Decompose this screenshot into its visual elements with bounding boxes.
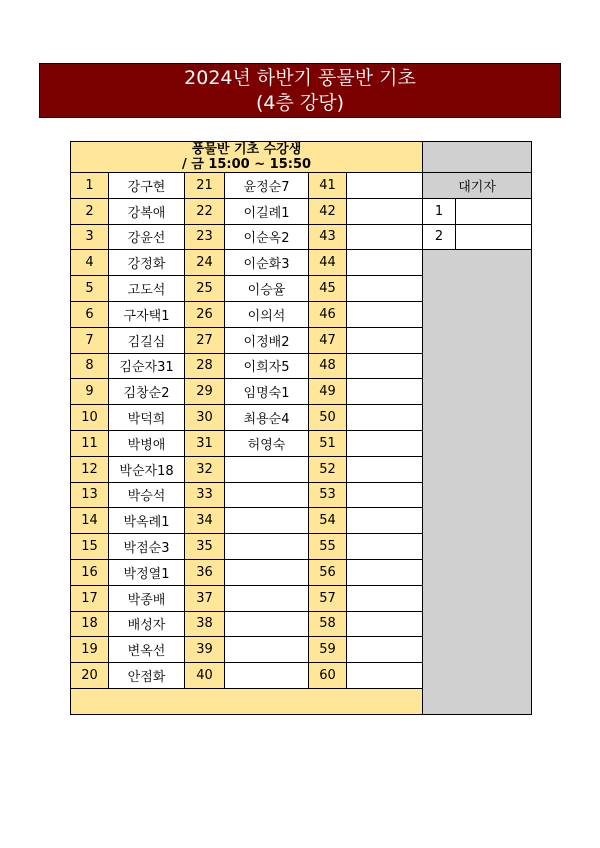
seat-number: 40 bbox=[185, 663, 225, 689]
seat-number: 13 bbox=[71, 482, 109, 508]
seat-number: 43 bbox=[309, 224, 347, 250]
table-header-schedule: / 금 15:00 ~ 15:50 bbox=[181, 157, 312, 172]
student-name bbox=[225, 534, 309, 560]
table-row bbox=[71, 250, 532, 276]
table-header-row bbox=[71, 142, 532, 173]
student-name: 고도석 bbox=[109, 276, 185, 302]
seat-number: 35 bbox=[185, 534, 225, 560]
table-row bbox=[71, 224, 532, 250]
seat-number: 24 bbox=[185, 250, 225, 276]
seat-number: 29 bbox=[185, 379, 225, 405]
seat-number: 15 bbox=[71, 534, 109, 560]
student-name bbox=[347, 224, 423, 250]
student-name: 이길례1 bbox=[225, 198, 309, 224]
seat-number: 49 bbox=[309, 379, 347, 405]
seat-number: 27 bbox=[185, 327, 225, 353]
waitlist-name bbox=[456, 224, 532, 250]
student-name bbox=[225, 611, 309, 637]
student-name: 박덕희 bbox=[109, 405, 185, 431]
seat-number: 14 bbox=[71, 508, 109, 534]
student-name bbox=[347, 301, 423, 327]
seat-number: 57 bbox=[309, 585, 347, 611]
page-title: 2024년 하반기 풍물반 기초 bbox=[184, 67, 416, 89]
student-name: 임명숙1 bbox=[225, 379, 309, 405]
seat-number: 51 bbox=[309, 430, 347, 456]
student-name: 김창순2 bbox=[109, 379, 185, 405]
student-name: 김순자31 bbox=[109, 353, 185, 379]
student-name: 강윤선 bbox=[109, 224, 185, 250]
student-name: 윤정순7 bbox=[225, 173, 309, 199]
seat-number: 45 bbox=[309, 276, 347, 302]
seat-number: 37 bbox=[185, 585, 225, 611]
seat-number: 3 bbox=[71, 224, 109, 250]
seat-number: 19 bbox=[71, 637, 109, 663]
seat-number: 58 bbox=[309, 611, 347, 637]
student-name bbox=[347, 611, 423, 637]
student-name: 이의석 bbox=[225, 301, 309, 327]
student-name: 구자택1 bbox=[109, 301, 185, 327]
student-name: 박승석 bbox=[109, 482, 185, 508]
student-roster-table bbox=[70, 141, 532, 715]
student-name bbox=[347, 534, 423, 560]
student-name: 박순자18 bbox=[109, 456, 185, 482]
seat-number: 5 bbox=[71, 276, 109, 302]
seat-number: 21 bbox=[185, 173, 225, 199]
seat-number: 1 bbox=[71, 173, 109, 199]
waitlist-number: 2 bbox=[423, 224, 456, 250]
student-name bbox=[347, 585, 423, 611]
student-name: 박옥례1 bbox=[109, 508, 185, 534]
seat-number: 52 bbox=[309, 456, 347, 482]
student-name bbox=[347, 198, 423, 224]
seat-number: 10 bbox=[71, 405, 109, 431]
waitlist-number: 1 bbox=[423, 198, 456, 224]
student-name bbox=[347, 327, 423, 353]
seat-number: 48 bbox=[309, 353, 347, 379]
seat-number: 44 bbox=[309, 250, 347, 276]
student-name: 강정화 bbox=[109, 250, 185, 276]
student-name: 박병애 bbox=[109, 430, 185, 456]
seat-number: 23 bbox=[185, 224, 225, 250]
seat-number: 41 bbox=[309, 173, 347, 199]
student-name: 강구현 bbox=[109, 173, 185, 199]
student-name bbox=[225, 663, 309, 689]
waitlist-top-blank bbox=[423, 142, 532, 173]
seat-number: 53 bbox=[309, 482, 347, 508]
student-name: 안점화 bbox=[109, 663, 185, 689]
seat-number: 38 bbox=[185, 611, 225, 637]
seat-number: 4 bbox=[71, 250, 109, 276]
seat-number: 39 bbox=[185, 637, 225, 663]
seat-number: 8 bbox=[71, 353, 109, 379]
student-name: 변옥선 bbox=[109, 637, 185, 663]
seat-number: 25 bbox=[185, 276, 225, 302]
seat-number: 16 bbox=[71, 559, 109, 585]
seat-number: 9 bbox=[71, 379, 109, 405]
student-name bbox=[225, 559, 309, 585]
seat-number: 31 bbox=[185, 430, 225, 456]
student-name: 이승율 bbox=[225, 276, 309, 302]
seat-number: 55 bbox=[309, 534, 347, 560]
page-subtitle-location: (4층 강당) bbox=[255, 92, 344, 114]
waitlist-blank-area bbox=[423, 250, 532, 714]
seat-number: 2 bbox=[71, 198, 109, 224]
seat-number: 42 bbox=[309, 198, 347, 224]
waitlist-name bbox=[456, 198, 532, 224]
student-name bbox=[347, 508, 423, 534]
student-name bbox=[347, 173, 423, 199]
seat-number: 7 bbox=[71, 327, 109, 353]
student-name bbox=[347, 353, 423, 379]
seat-number: 47 bbox=[309, 327, 347, 353]
seat-number: 59 bbox=[309, 637, 347, 663]
student-name bbox=[347, 379, 423, 405]
student-name bbox=[347, 663, 423, 689]
student-name: 이희자5 bbox=[225, 353, 309, 379]
seat-number: 18 bbox=[71, 611, 109, 637]
student-name: 김길심 bbox=[109, 327, 185, 353]
seat-number: 6 bbox=[71, 301, 109, 327]
seat-number: 30 bbox=[185, 405, 225, 431]
student-name: 배성자 bbox=[109, 611, 185, 637]
student-name bbox=[347, 456, 423, 482]
seat-number: 26 bbox=[185, 301, 225, 327]
student-name bbox=[347, 482, 423, 508]
seat-number: 36 bbox=[185, 559, 225, 585]
seat-number: 20 bbox=[71, 663, 109, 689]
student-name bbox=[347, 637, 423, 663]
student-name bbox=[225, 508, 309, 534]
student-name bbox=[347, 250, 423, 276]
seat-number: 12 bbox=[71, 456, 109, 482]
table-header bbox=[71, 142, 423, 173]
seat-number: 28 bbox=[185, 353, 225, 379]
table-header-title: 풍물반 기초 수강생 bbox=[191, 142, 302, 157]
seat-number: 46 bbox=[309, 301, 347, 327]
table-row bbox=[71, 198, 532, 224]
student-name: 강복애 bbox=[109, 198, 185, 224]
waitlist-header: 대기자 bbox=[423, 173, 532, 199]
student-name bbox=[347, 405, 423, 431]
student-name bbox=[347, 276, 423, 302]
table-footer bbox=[71, 688, 423, 714]
student-name: 최용순4 bbox=[225, 405, 309, 431]
seat-number: 22 bbox=[185, 198, 225, 224]
student-name: 박종배 bbox=[109, 585, 185, 611]
student-name: 이순화3 bbox=[225, 250, 309, 276]
seat-number: 56 bbox=[309, 559, 347, 585]
student-name bbox=[347, 559, 423, 585]
student-name bbox=[347, 430, 423, 456]
seat-number: 17 bbox=[71, 585, 109, 611]
student-name: 이정배2 bbox=[225, 327, 309, 353]
seat-number: 32 bbox=[185, 456, 225, 482]
student-name: 박점순3 bbox=[109, 534, 185, 560]
student-name bbox=[225, 585, 309, 611]
seat-number: 11 bbox=[71, 430, 109, 456]
student-name: 허영숙 bbox=[225, 430, 309, 456]
seat-number: 33 bbox=[185, 482, 225, 508]
student-name bbox=[225, 456, 309, 482]
seat-number: 60 bbox=[309, 663, 347, 689]
student-name bbox=[225, 482, 309, 508]
page-title-banner bbox=[39, 63, 561, 118]
student-name bbox=[225, 637, 309, 663]
seat-number: 50 bbox=[309, 405, 347, 431]
seat-number: 34 bbox=[185, 508, 225, 534]
student-name: 박정열1 bbox=[109, 559, 185, 585]
student-name: 이순옥2 bbox=[225, 224, 309, 250]
seat-number: 54 bbox=[309, 508, 347, 534]
table-row bbox=[71, 173, 532, 199]
